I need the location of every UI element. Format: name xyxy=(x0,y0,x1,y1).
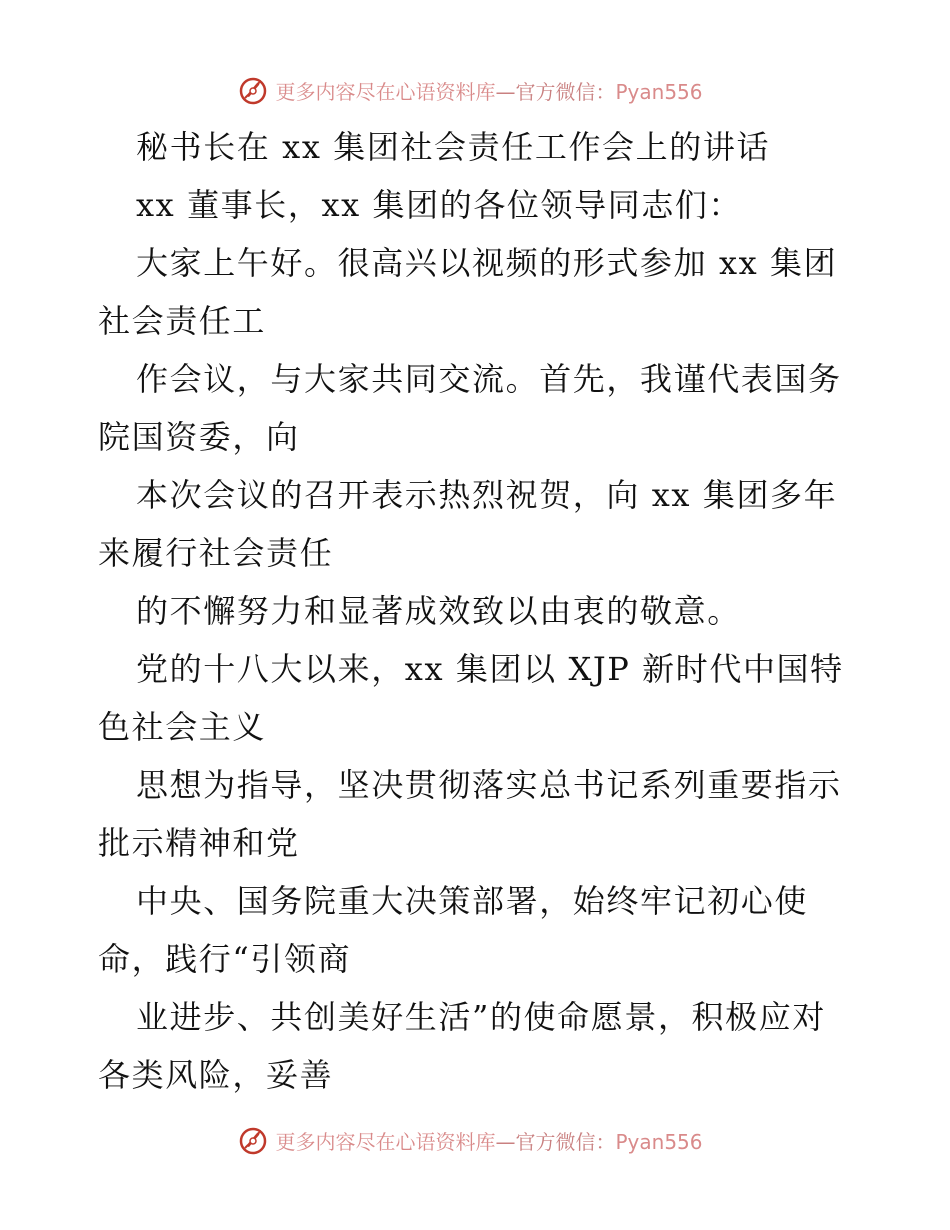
document-body xyxy=(98,118,858,1104)
paragraph-line: 色社会主义 xyxy=(98,708,267,746)
salutation: xx 董事长，xx 集团的各位领导同志们： xyxy=(136,186,743,224)
paragraph-line: 本次会议的召开表示热烈祝贺，向 xx 集团多年 xyxy=(136,476,838,514)
watermark-text: 更多内容尽在心语资料库—官方微信：Pyan556 xyxy=(275,1129,703,1154)
paragraph-line: 来履行社会责任 xyxy=(98,534,334,572)
paragraph-line: 业进步、共创美好生活”的使命愿景，积极应对 xyxy=(136,998,826,1036)
document-title: 秘书长在 xx 集团社会责任工作会上的讲话 xyxy=(136,128,771,166)
watermark-text: 更多内容尽在心语资料库—官方微信：Pyan556 xyxy=(275,79,703,104)
paragraph-line: 思想为指导，坚决贯彻落实总书记系列重要指示 xyxy=(136,766,842,804)
quill-logo-icon xyxy=(237,1124,269,1156)
paragraph-line: 院国资委，向 xyxy=(98,418,300,456)
paragraph-line: 党的十八大以来，xx 集团以 XJP 新时代中国特 xyxy=(136,650,844,688)
paragraph-line: 大家上午好。很高兴以视频的形式参加 xx 集团 xyxy=(136,244,838,282)
paragraph-line: 中央、国务院重大决策部署，始终牢记初心使 xyxy=(136,882,809,920)
footer-watermark xyxy=(0,1120,950,1160)
paragraph-line: 命，践行“引领商 xyxy=(98,940,352,978)
paragraph-line: 的不懈努力和显著成效致以由衷的敬意。 xyxy=(136,592,741,630)
paragraph-line: 社会责任工 xyxy=(98,302,267,340)
paragraph-line: 批示精神和党 xyxy=(98,824,300,862)
header-watermark xyxy=(0,70,950,110)
paragraph-line: 各类风险，妥善 xyxy=(98,1056,334,1094)
quill-logo-icon xyxy=(237,74,269,106)
paragraph-line: 作会议，与大家共同交流。首先，我谨代表国务 xyxy=(136,360,842,398)
